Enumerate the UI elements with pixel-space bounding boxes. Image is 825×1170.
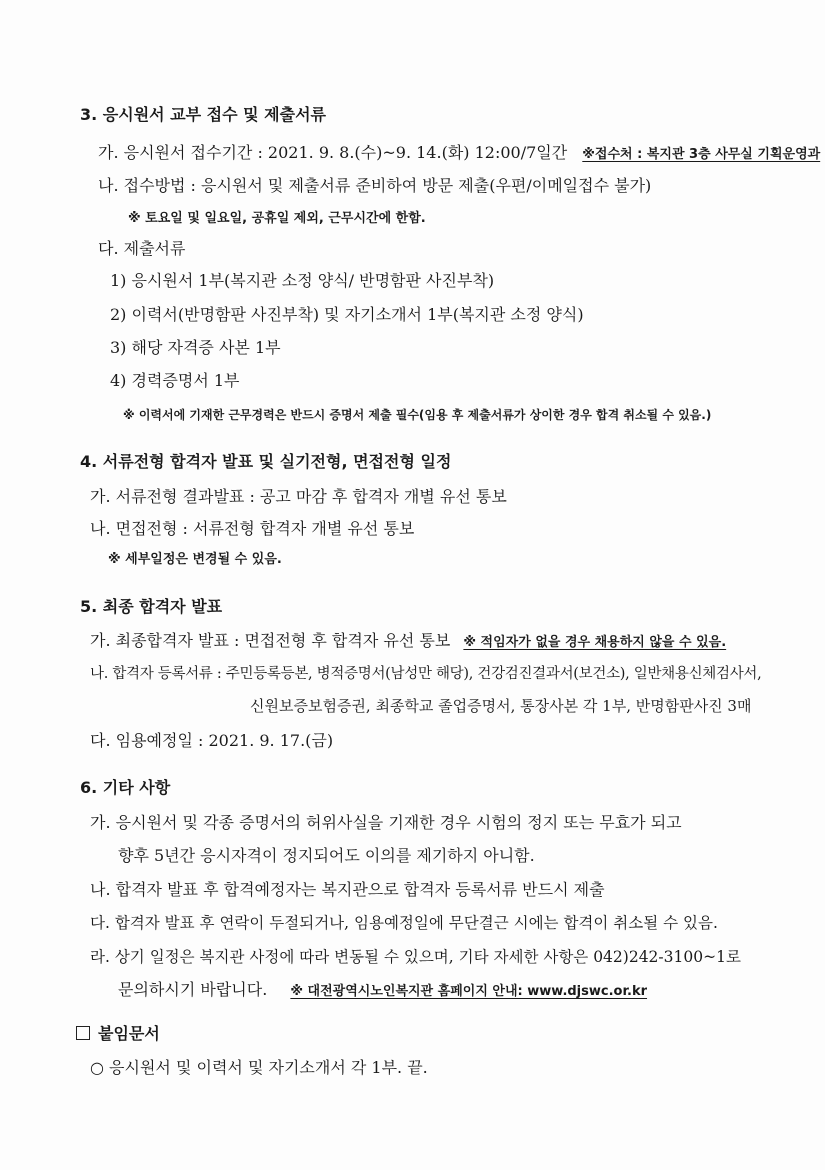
s6-item-d-line1: 라. 상기 일정은 복지관 사정에 따라 변동될 수 있으며, 기타 자세한 사항은 042)242-3100~1로 — [90, 948, 741, 966]
attachment-title: 붙임문서 — [98, 1024, 160, 1043]
s3-item-c: 다. 제출서류 — [98, 239, 186, 258]
s6-item-b: 나. 합격자 발표 후 합격예정자는 복지관으로 합격자 등록서류 반드시 제출 — [90, 880, 605, 899]
s3-item-a-text: 가. 응시원서 접수기간 : 2021. 9. 8.(수)~9. 14.(화) 12:00/7일간 — [98, 143, 568, 162]
s3-item-a — [98, 142, 820, 166]
s5-item-a — [90, 630, 726, 654]
s6-item-d-text: 문의하시기 바랍니다. — [118, 980, 268, 999]
s5-item-a-note: ※ 적임자가 없을 경우 채용하지 않을 수 있음. — [463, 635, 727, 650]
s6-item-c: 다. 합격자 발표 후 연락이 두절되거나, 임용예정일에 무단결근 시에는 합격이 취소될 수 있음. — [90, 914, 718, 932]
checkbox-square-icon — [76, 1026, 90, 1040]
s3-docs-note: ※ 이력서에 기재한 근무경력은 반드시 증명서 제출 필수(임용 후 제출서류가 상이한 경우 합격 취소될 수 있음.) — [123, 408, 712, 422]
s6-item-a-line1: 가. 응시원서 및 각종 증명서의 허위사실을 기재한 경우 시험의 정지 또는 무효가 되고 — [90, 813, 682, 832]
s3-doc-2: 2) 이력서(반명함판 사진부착) 및 자기소개서 1부(복지관 소정 양식) — [110, 305, 584, 324]
s4-item-b: 나. 면접전형 : 서류전형 합격자 개별 유선 통보 — [90, 519, 415, 538]
section-3-title: 3. 응시원서 교부 접수 및 제출서류 — [80, 105, 326, 124]
s6-homepage-note: ※ 대전광역시노인복지관 홈페이지 안내: www.djswc.or.kr — [290, 984, 648, 999]
s6-item-a-line2: 향후 5년간 응시자격이 정지되어도 이의를 제기하지 아니함. — [118, 846, 535, 865]
s3-doc-3: 3) 해당 자격증 사본 1부 — [110, 338, 281, 357]
s3-item-b: 나. 접수방법 : 응시원서 및 제출서류 준비하여 방문 제출(우편/이메일접수 불가) — [98, 176, 652, 195]
section-5-title: 5. 최종 합격자 발표 — [80, 597, 223, 616]
s5-item-c: 다. 임용예정일 : 2021. 9. 17.(금) — [90, 731, 334, 750]
attachment-item: ○ 응시원서 및 이력서 및 자기소개서 각 1부. 끝. — [90, 1058, 428, 1077]
s6-item-d-line2 — [118, 979, 647, 1003]
section-4-title: 4. 서류전형 합격자 발표 및 실기전형, 면접전형 일정 — [80, 452, 452, 471]
s4-note: ※ 세부일정은 변경될 수 있음. — [108, 552, 282, 567]
attachment-heading — [76, 1023, 160, 1045]
s5-item-a-text: 가. 최종합격자 발표 : 면접전형 후 합격자 유선 통보 — [90, 631, 451, 650]
s4-item-a: 가. 서류전형 결과발표 : 공고 마감 후 합격자 개별 유선 통보 — [90, 487, 507, 506]
s5-item-b-line1: 나. 합격자 등록서류 : 주민등록등본, 병적증명서(남성만 해당), 건강검진결과서(보건소), 일반채용신체검사서, — [90, 666, 762, 682]
s3-item-a-note: ※접수처 : 복지관 3층 사무실 기획운영과 — [582, 147, 821, 162]
section-6-title: 6. 기타 사항 — [80, 778, 171, 797]
s3-doc-4: 4) 경력증명서 1부 — [110, 371, 240, 390]
s3-doc-1: 1) 응시원서 1부(복지관 소정 양식/ 반명함판 사진부착) — [110, 271, 495, 290]
s5-item-b-line2: 신원보증보험증권, 최종학교 졸업증명서, 통장사본 각 1부, 반명함판사진 3매 — [250, 697, 752, 715]
s3-item-b-note: ※ 토요일 및 일요일, 공휴일 제외, 근무시간에 한함. — [128, 211, 426, 226]
